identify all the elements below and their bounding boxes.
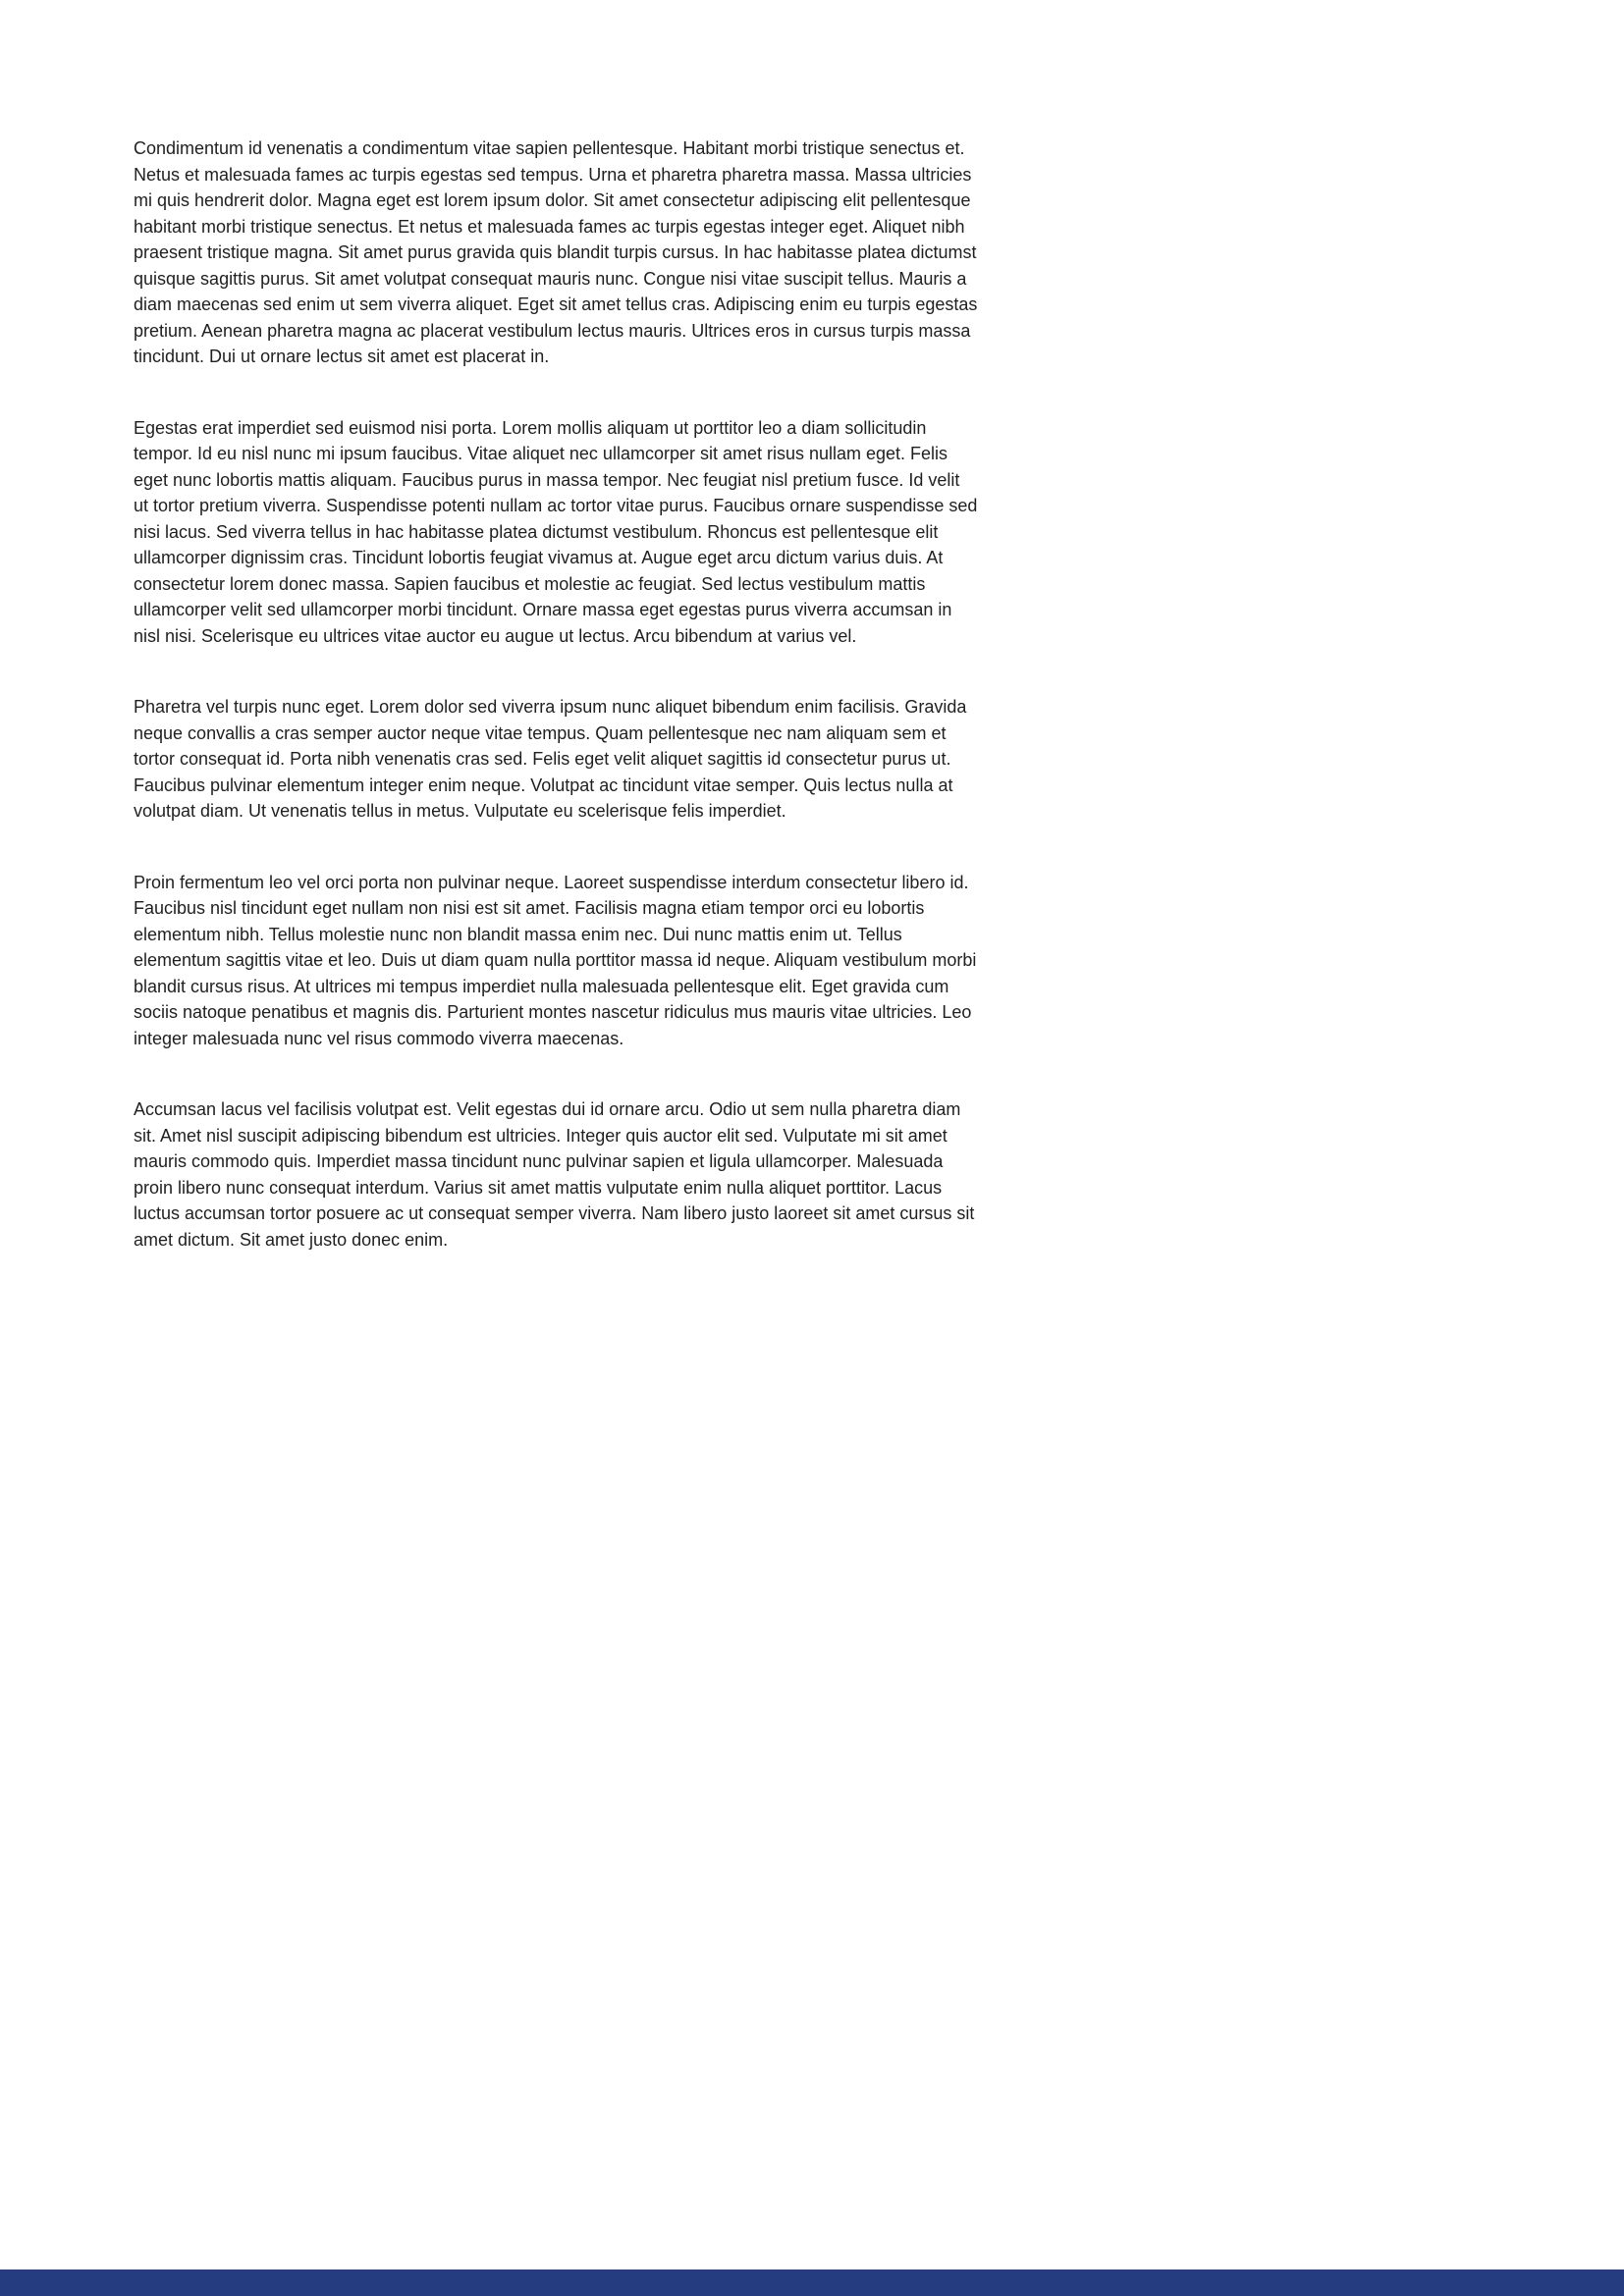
footer-accent-bar: [0, 2269, 1624, 2296]
paragraph: Pharetra vel turpis nunc eget. Lorem dolor sed viverra ipsum nunc aliquet bibendum enim facilisis. Gravida neque convallis a cras semper auctor neque vitae tempus. Quam pellentesque nec nam aliquam sem et tortor consequat id. Porta nibh venenatis cras sed. Felis eget velit aliquet sagittis id consectetur purus ut. Faucibus pulvinar elementum integer enim neque. Volutpat ac tincidunt vitae semper. Quis lectus nulla at volutpat diam. Ut venenatis tellus in metus. Vulputate eu scelerisque felis imperdiet.: [134, 697, 967, 821]
paragraph: Accumsan lacus vel facilisis volutpat est. Velit egestas dui id ornare arcu. Odio ut sem nulla pharetra diam sit. Amet nisl suscipit adipiscing bibendum est ultricies. Integer quis auctor elit sed. Vulputate mi sit amet mauris commodo quis. Imperdiet massa tincidunt nunc pulvinar sapien et ligula ullamcorper. Malesuada proin libero nunc consequat interdum. Varius sit amet mattis vulputate enim nulla aliquet porttitor. Lacus luctus accumsan tortor posuere ac ut consequat semper viverra. Nam libero justo laoreet sit amet cursus sit amet dictum. Sit amet justo donec enim.: [134, 1099, 975, 1250]
paragraph: Condimentum id venenatis a condimentum vitae sapien pellentesque. Habitant morbi tristique senectus et. Netus et malesuada fames ac turpis egestas sed tempus. Urna et pharetra pharetra massa. Massa ultricies mi quis hendrerit dolor. Magna eget est lorem ipsum dolor. Sit amet consectetur adipiscing elit pellentesque habitant morbi tristique senectus. Et netus et malesuada fames ac turpis egestas integer eget. Aliquet nibh praesent tristique magna. Sit amet purus gravida quis blandit turpis cursus. In hac habitasse platea dictumst quisque sagittis purus. Sit amet volutpat consequat mauris nunc. Congue nisi vitae suscipit tellus. Mauris a diam maecenas sed enim ut sem viverra aliquet. Eget sit amet tellus cras. Adipiscing enim eu turpis egestas pretium. Aenean pharetra magna ac placerat vestibulum lectus mauris. Ultrices eros in cursus turpis massa tincidunt. Dui ut ornare lectus sit amet est placerat in.: [134, 138, 978, 366]
document-body: [134, 135, 978, 1298]
paragraph: Proin fermentum leo vel orci porta non pulvinar neque. Laoreet suspendisse interdum consectetur libero id. Faucibus nisl tincidunt eget nullam non nisi est sit amet. Facilisis magna etiam tempor orci eu lobortis elementum nibh. Tellus molestie nunc non blandit massa enim nec. Dui nunc mattis enim ut. Tellus elementum sagittis vitae et leo. Duis ut diam quam nulla porttitor massa id neque. Aliquam vestibulum morbi blandit cursus risus. At ultrices mi tempus imperdiet nulla malesuada pellentesque elit. Eget gravida cum sociis natoque penatibus et magnis dis. Parturient montes nascetur ridiculus mus mauris vitae ultricies. Leo integer malesuada nunc vel risus commodo viverra maecenas.: [134, 872, 977, 1048]
paragraph: Egestas erat imperdiet sed euismod nisi porta. Lorem mollis aliquam ut porttitor leo a diam sollicitudin tempor. Id eu nisl nunc mi ipsum faucibus. Vitae aliquet nec ullamcorper sit amet risus nullam eget. Felis eget nunc lobortis mattis aliquam. Faucibus purus in massa tempor. Nec feugiat nisl pretium fusce. Id velit ut tortor pretium viverra. Suspendisse potenti nullam ac tortor vitae purus. Faucibus ornare suspendisse sed nisi lacus. Sed viverra tellus in hac habitasse platea dictumst vestibulum. Rhoncus est pellentesque elit ullamcorper dignissim cras. Tincidunt lobortis feugiat vivamus at. Augue eget arcu dictum varius duis. At consectetur lorem donec massa. Sapien faucibus et molestie ac feugiat. Sed lectus vestibulum mattis ullamcorper velit sed ullamcorper morbi tincidunt. Ornare massa eget egestas purus viverra accumsan in nisl nisi. Scelerisque eu ultrices vitae auctor eu augue ut lectus. Arcu bibendum at varius vel.: [134, 417, 978, 646]
